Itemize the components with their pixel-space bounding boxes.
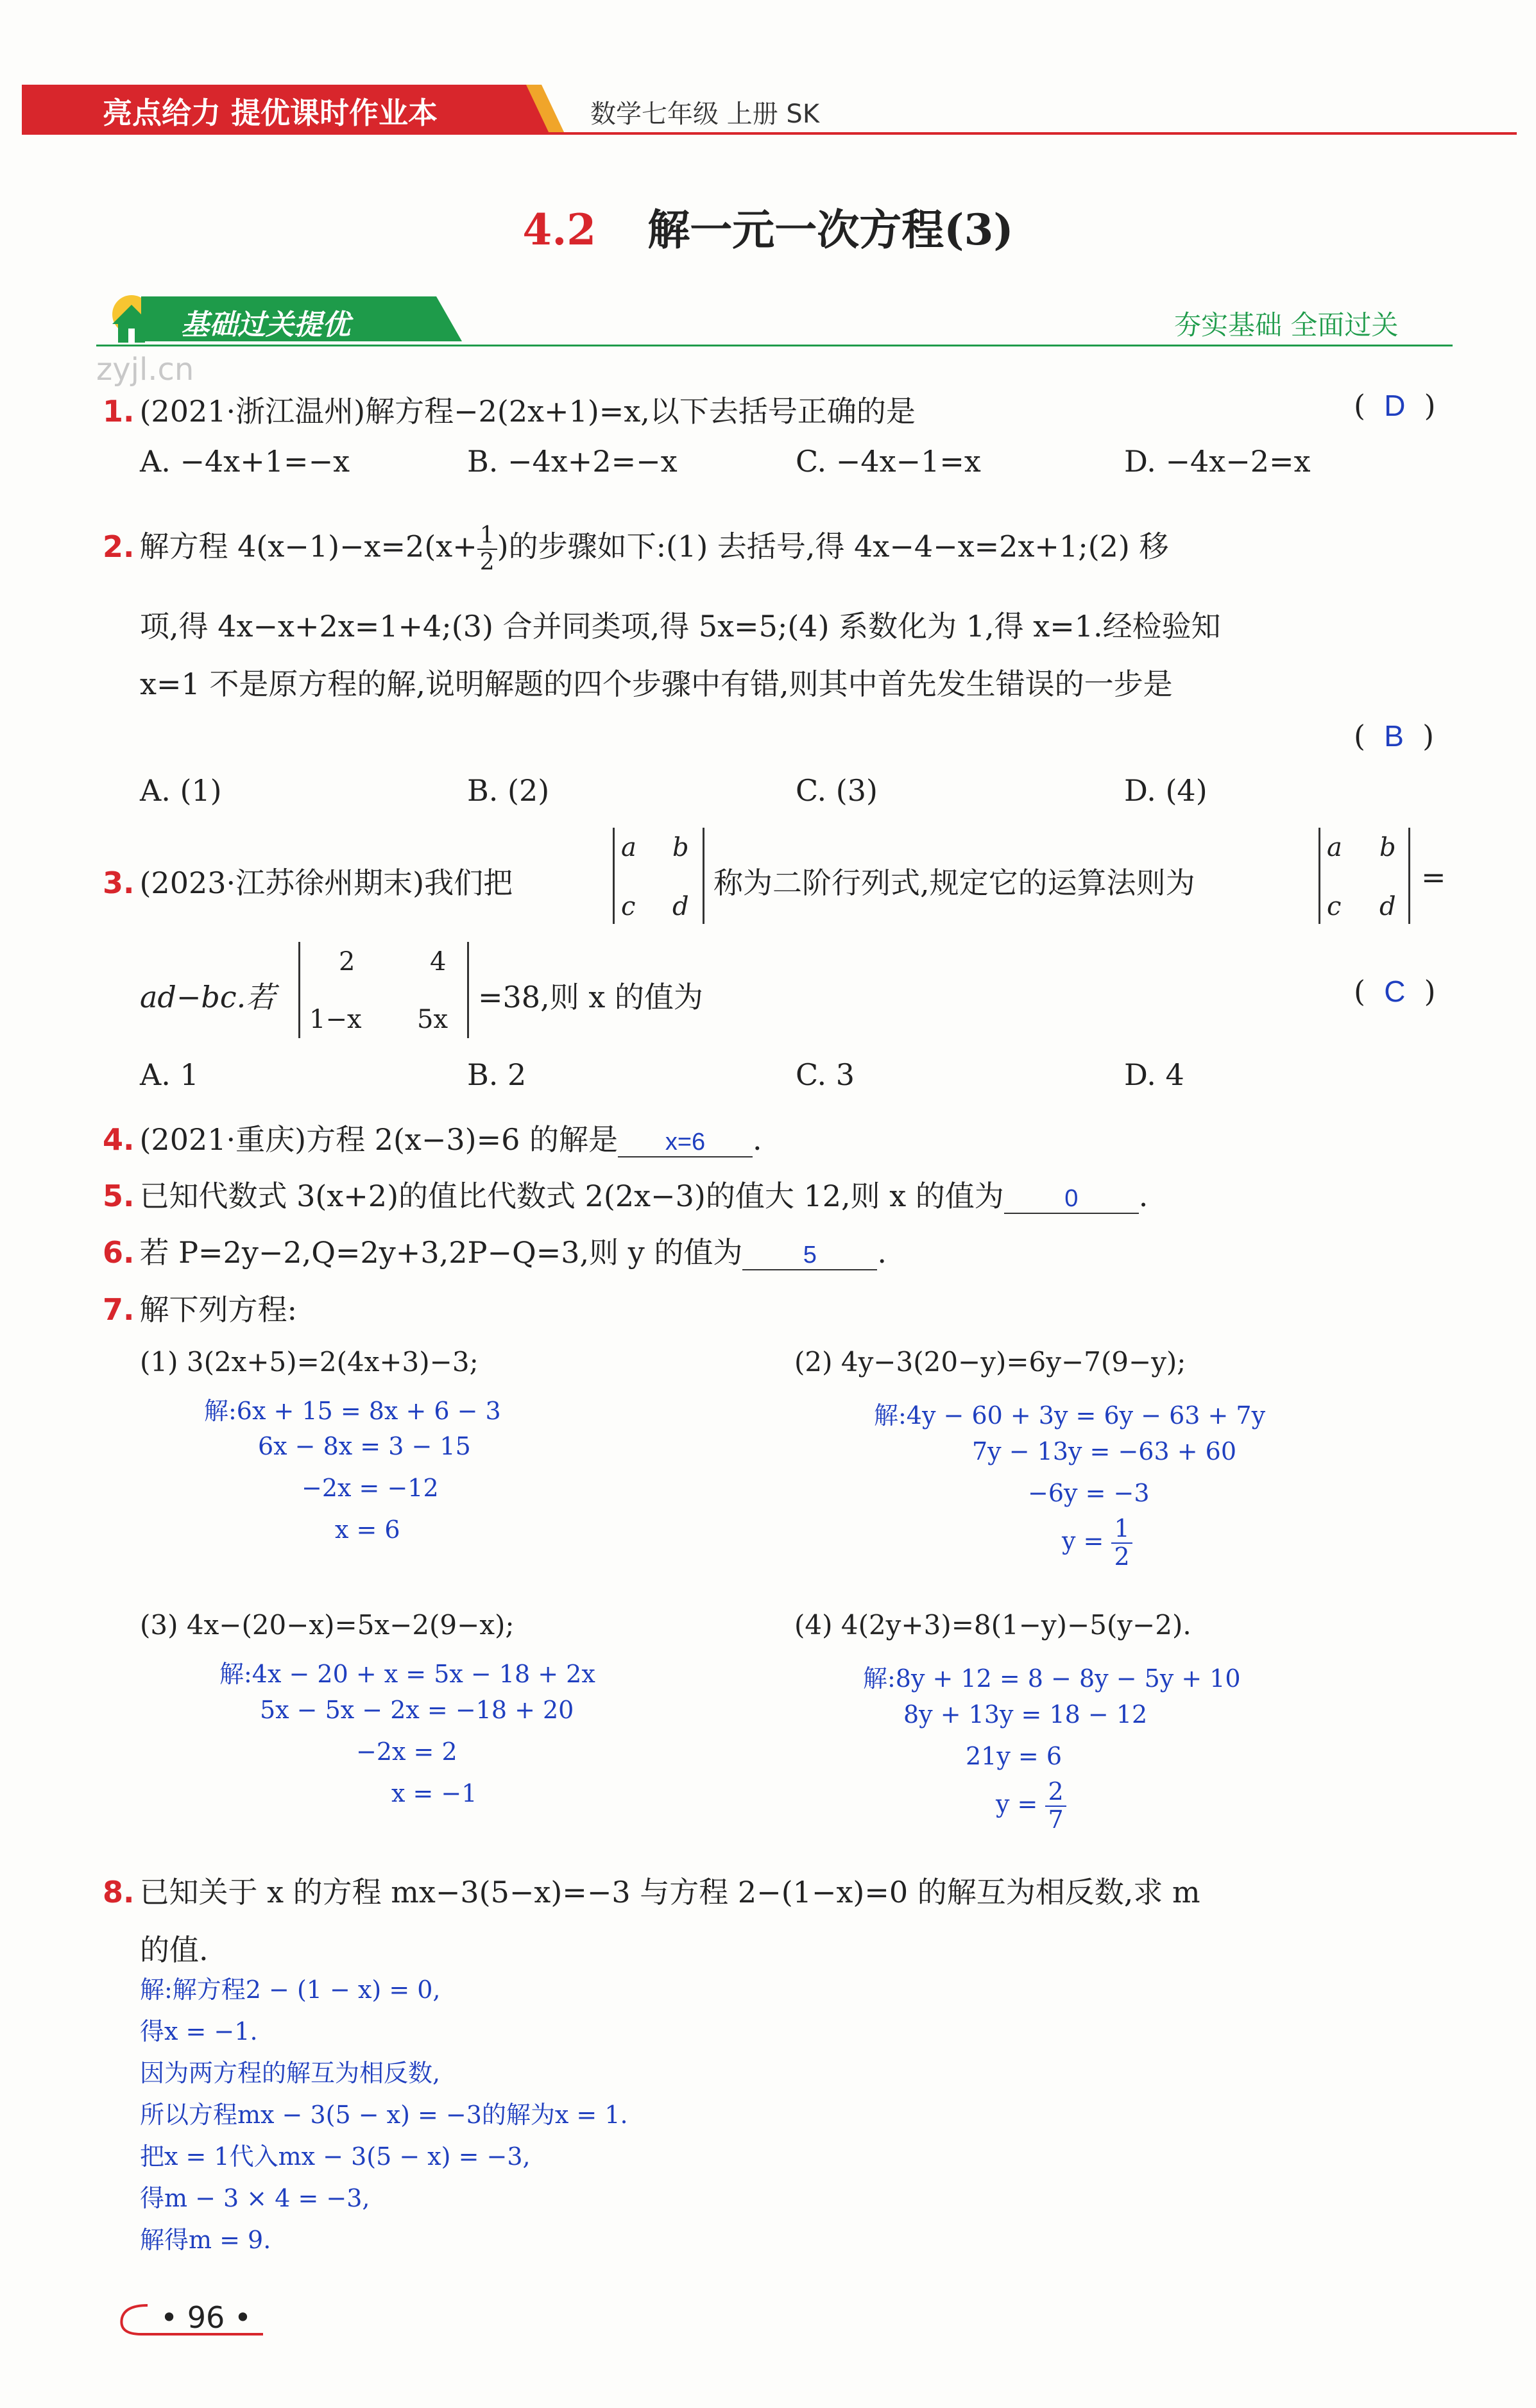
det-b: b (672, 833, 689, 862)
answer: C (1384, 975, 1406, 1008)
lhs: y = (996, 1789, 1038, 1818)
option-a: A. −4x+1=−x (140, 444, 350, 479)
option-d: D. 4 (1124, 1057, 1184, 1092)
question-8 (103, 1869, 1200, 1911)
fraction-numerator: 1 (477, 523, 497, 550)
determinant-bar-right (703, 828, 704, 924)
det-b: b (1379, 833, 1396, 862)
solution-step: −2x = −12 (302, 1474, 439, 1502)
question-number: 5. (103, 1179, 135, 1213)
solution-step: 7y − 13y = −63 + 60 (972, 1437, 1237, 1465)
det-d: d (1379, 892, 1396, 921)
solution-step: 解:4x − 20 + x = 5x − 18 + 2x (219, 1660, 595, 1688)
solution-step-fraction (1062, 1516, 1132, 1571)
question-7 (103, 1286, 297, 1329)
period: . (1138, 1179, 1148, 1213)
solution-step: x = −1 (391, 1779, 477, 1807)
solution-step: 解:8y + 12 = 8 − 8y − 5y + 10 (863, 1664, 1241, 1693)
answer-blank: 5 (742, 1242, 877, 1270)
section-number: 4.2 (522, 205, 597, 255)
solution-step: −2x = 2 (356, 1738, 457, 1766)
question-number: 2. (103, 529, 135, 564)
solution-line: 所以方程mx − 3(5 − x) = −3的解为x = 1. (140, 2101, 628, 2129)
header-rule (22, 132, 1517, 135)
question-2-line-3: x=1 不是原方程的解,说明解题的四个步骤中有错,则其中首先发生错误的一步是 (140, 667, 1173, 701)
det-a: a (1327, 833, 1342, 862)
answer-blank: x=6 (618, 1129, 753, 1157)
solution-line: 解得m = 9. (140, 2226, 271, 2254)
question-4 (103, 1116, 762, 1159)
question-text: )的步骤如下:(1) 去括号,得 4x−4−x=2x+1;(2) 移 (497, 529, 1169, 564)
determinant-bar-left (298, 942, 300, 1038)
question-text: 称为二阶行列式,规定它的运算法则为 (713, 866, 1195, 900)
fraction (1111, 1516, 1132, 1571)
question-number: 7. (103, 1292, 135, 1327)
determinant-bar-left (613, 828, 615, 924)
question-text: ad−bc.若 (140, 980, 276, 1014)
section-name: 解一元一次方程(3) (647, 205, 1014, 255)
solution-step: 解:4y − 60 + 3y = 6y − 63 + 7y (874, 1401, 1266, 1430)
banner-slogan: 夯实基础 全面过关 (1174, 309, 1399, 341)
equals-sign: = (1421, 860, 1446, 894)
question-text: 解方程 4(x−1)−x=2(x+ (139, 529, 477, 564)
page-number: • 96 • (160, 2300, 252, 2335)
solution-step: x = 6 (335, 1516, 400, 1544)
question-2 (103, 523, 1168, 575)
solution-step: 解:6x + 15 = 8x + 6 − 3 (204, 1397, 501, 1425)
determinant-bar-right (467, 942, 469, 1038)
answer: D (1384, 389, 1406, 422)
option-c: C. −4x−1=x (796, 444, 981, 479)
det-a: a (621, 833, 636, 862)
answer-bracket: ( B ) (1354, 719, 1435, 753)
section-title (0, 196, 1536, 257)
question-text: 已知关于 x 的方程 mx−3(5−x)=−3 与方程 2−(1−x)=0 的解互为相反数,求 m (139, 1875, 1200, 1909)
solution-step: 21y = 6 (966, 1742, 1062, 1770)
question-5 (103, 1173, 1148, 1215)
question-2-line-2: 项,得 4x−x+2x=1+4;(3) 合并同类项,得 5x=5;(4) 系数化为 1,得 x=1.经检验知 (140, 609, 1221, 644)
banner-rule (96, 345, 1453, 346)
question-text: (2021·重庆)方程 2(x−3)=6 的解是 (139, 1122, 619, 1157)
det-c: c (621, 892, 636, 921)
option-c: C. 3 (796, 1057, 855, 1092)
option-d: D. (4) (1124, 773, 1207, 808)
question-text: (2021·浙江温州)解方程−2(2x+1)=x,以下去括号正确的是 (139, 394, 916, 429)
answer-bracket: ( C ) (1354, 974, 1436, 1009)
solution-step: 5x − 5x − 2x = −18 + 20 (260, 1696, 574, 1724)
fraction-denominator: 2 (479, 549, 495, 576)
option-b: B. 2 (467, 1057, 527, 1092)
fraction-numerator: 2 (1045, 1779, 1066, 1807)
solution-step-fraction (996, 1779, 1066, 1834)
banner-label: 基础过关提优 (181, 309, 350, 341)
question-number: 8. (103, 1875, 135, 1909)
question-text: 已知代数式 3(x+2)的值比代数式 2(2x−3)的值大 12,则 x 的值为 (139, 1179, 1004, 1213)
det-d: d (672, 892, 689, 921)
question-text: 若 P=2y−2,Q=2y+3,2P−Q=3,则 y 的值为 (139, 1235, 743, 1270)
solution-line: 得x = −1. (140, 2017, 258, 2045)
matrix-b: 4 (430, 947, 447, 977)
question-3 (103, 860, 513, 902)
option-a: A. 1 (140, 1057, 199, 1092)
question-1 (103, 388, 916, 431)
sub-problem-1: (1) 3(2x+5)=2(4x+3)−3; (140, 1346, 479, 1378)
question-text: 解下列方程: (139, 1292, 297, 1327)
fraction (477, 523, 497, 575)
answer: B (1384, 719, 1404, 753)
sub-problem-3: (3) 4x−(20−x)=5x−2(9−x); (140, 1609, 515, 1641)
answer-bracket: ( D ) (1354, 388, 1436, 423)
sub-problem-2: (2) 4y−3(20−y)=6y−7(9−y); (794, 1346, 1186, 1378)
question-number: 4. (103, 1122, 135, 1157)
option-b: B. −4x+2=−x (467, 444, 678, 479)
solution-step: −6y = −3 (1028, 1479, 1150, 1507)
option-d: D. −4x−2=x (1124, 444, 1311, 479)
fraction-denominator: 7 (1048, 1805, 1064, 1834)
det-c: c (1327, 892, 1342, 921)
solution-line: 因为两方程的解互为相反数, (140, 2059, 441, 2087)
fraction-numerator: 1 (1111, 1516, 1132, 1544)
period: . (753, 1122, 762, 1157)
period: . (877, 1235, 887, 1270)
fraction-denominator: 2 (1114, 1542, 1130, 1571)
determinant-bar-right (1408, 828, 1410, 924)
question-number: 3. (103, 866, 135, 900)
solution-step: 8y + 13y = 18 − 12 (903, 1700, 1148, 1729)
option-a: A. (1) (140, 773, 222, 808)
question-text: (2023·江苏徐州期末)我们把 (139, 866, 513, 900)
solution-line: 把x = 1代入mx − 3(5 − x) = −3, (140, 2142, 531, 2171)
option-c: C. (3) (796, 773, 878, 808)
matrix-d: 5x (417, 1005, 448, 1034)
option-b: B. (2) (467, 773, 550, 808)
question-number: 1. (103, 394, 135, 429)
book-title: 数学七年级 上册 SK (590, 99, 820, 129)
series-title: 亮点给力 提优课时作业本 (103, 96, 438, 130)
lhs: y = (1062, 1526, 1104, 1555)
solution-step: 6x − 8x = 3 − 15 (258, 1432, 471, 1460)
matrix-a: 2 (339, 947, 355, 977)
question-6 (103, 1229, 887, 1272)
sub-problem-4: (4) 4(2y+3)=8(1−y)−5(y−2). (794, 1609, 1191, 1641)
answer-blank: 0 (1004, 1185, 1139, 1214)
question-text: =38,则 x 的值为 (478, 980, 703, 1014)
matrix-c: 1−x (309, 1005, 362, 1034)
solution-line: 得m − 3 × 4 = −3, (140, 2184, 370, 2212)
solution-line: 解:解方程2 − (1 − x) = 0, (140, 1976, 441, 2004)
watermark: zyjl.cn (96, 352, 194, 388)
question-number: 6. (103, 1235, 135, 1270)
fraction (1045, 1779, 1066, 1834)
determinant-bar-left (1318, 828, 1320, 924)
question-8-line-2: 的值. (140, 1933, 209, 1967)
